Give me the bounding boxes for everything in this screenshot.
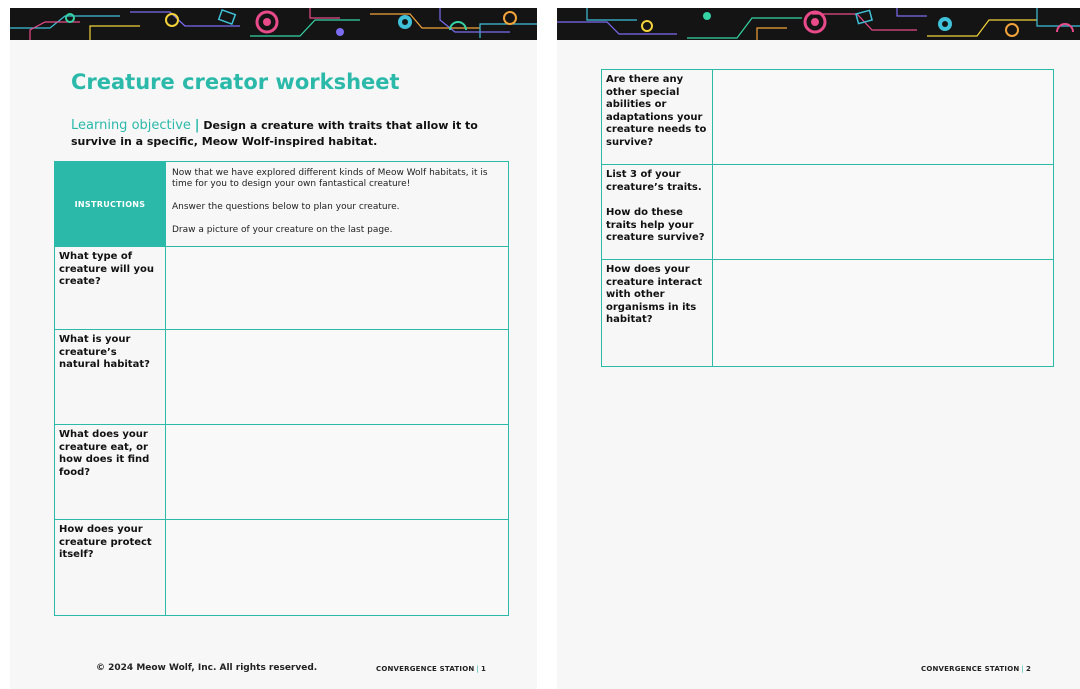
station-name: CONVERGENCE STATION (921, 665, 1020, 673)
learning-objective (71, 118, 491, 150)
page-title: Creature creator worksheet (71, 70, 400, 94)
objective-divider: | (194, 118, 200, 133)
question-label-part: List 3 of your creature’s traits. (606, 169, 702, 193)
instructions-heading: INSTRUCTIONS (55, 162, 166, 247)
answer-field[interactable] (713, 165, 1054, 260)
circuit-pattern-graphic (557, 8, 1080, 40)
question-label: Are there any other special abilities or adaptations your creature needs to survive? (602, 70, 713, 165)
worksheet-table-page-1 (54, 161, 509, 616)
answer-field[interactable] (166, 330, 509, 425)
question-row (602, 70, 1054, 165)
footer-station (921, 665, 1031, 673)
worksheet-table-page-2 (601, 69, 1054, 367)
answer-field[interactable] (166, 425, 509, 520)
answer-field[interactable] (166, 247, 509, 330)
question-label-part: How do these traits help your creature survive? (606, 207, 705, 243)
question-row (602, 260, 1054, 367)
question-label (602, 165, 713, 260)
instructions-row (55, 162, 509, 247)
instructions-paragraph: Answer the questions below to plan your creature. (172, 202, 400, 212)
answer-field[interactable] (713, 70, 1054, 165)
page-number: 2 (1025, 665, 1032, 673)
page-number: 1 (480, 665, 487, 673)
worksheet-page-2 (557, 8, 1080, 689)
footer-separator: | (476, 665, 479, 673)
instructions-paragraph: Now that we have explored different kinds of Meow Wolf habitats, it is time for you to design your own fantastical creature! (172, 168, 488, 189)
question-row (55, 425, 509, 520)
worksheet-page-1 (10, 8, 537, 689)
decorative-banner (10, 8, 537, 40)
decorative-banner (557, 8, 1080, 40)
objective-text: Design a creature with traits that allow it to survive in a specific, Meow Wolf-inspired habitat. (71, 119, 478, 148)
instructions-paragraph: Draw a picture of your creature on the last page. (172, 225, 393, 235)
question-label: How does your creature interact with other organisms in its habitat? (602, 260, 713, 367)
answer-field[interactable] (166, 520, 509, 616)
question-row (55, 330, 509, 425)
question-label: What does your creature eat, or how does it find food? (55, 425, 166, 520)
footer-separator: | (1021, 665, 1024, 673)
question-row (55, 520, 509, 616)
copyright-notice: © 2024 Meow Wolf, Inc. All rights reserved. (96, 663, 318, 673)
question-label: What type of creature will you create? (55, 247, 166, 330)
station-name: CONVERGENCE STATION (376, 665, 475, 673)
footer-station (376, 665, 486, 673)
question-label: What is your creature’s natural habitat? (55, 330, 166, 425)
answer-field[interactable] (713, 260, 1054, 367)
question-label: How does your creature protect itself? (55, 520, 166, 616)
question-row (602, 165, 1054, 260)
objective-label: Learning objective (71, 118, 191, 133)
circuit-pattern-graphic (10, 8, 537, 40)
question-row (55, 247, 509, 330)
instructions-body (166, 162, 509, 247)
